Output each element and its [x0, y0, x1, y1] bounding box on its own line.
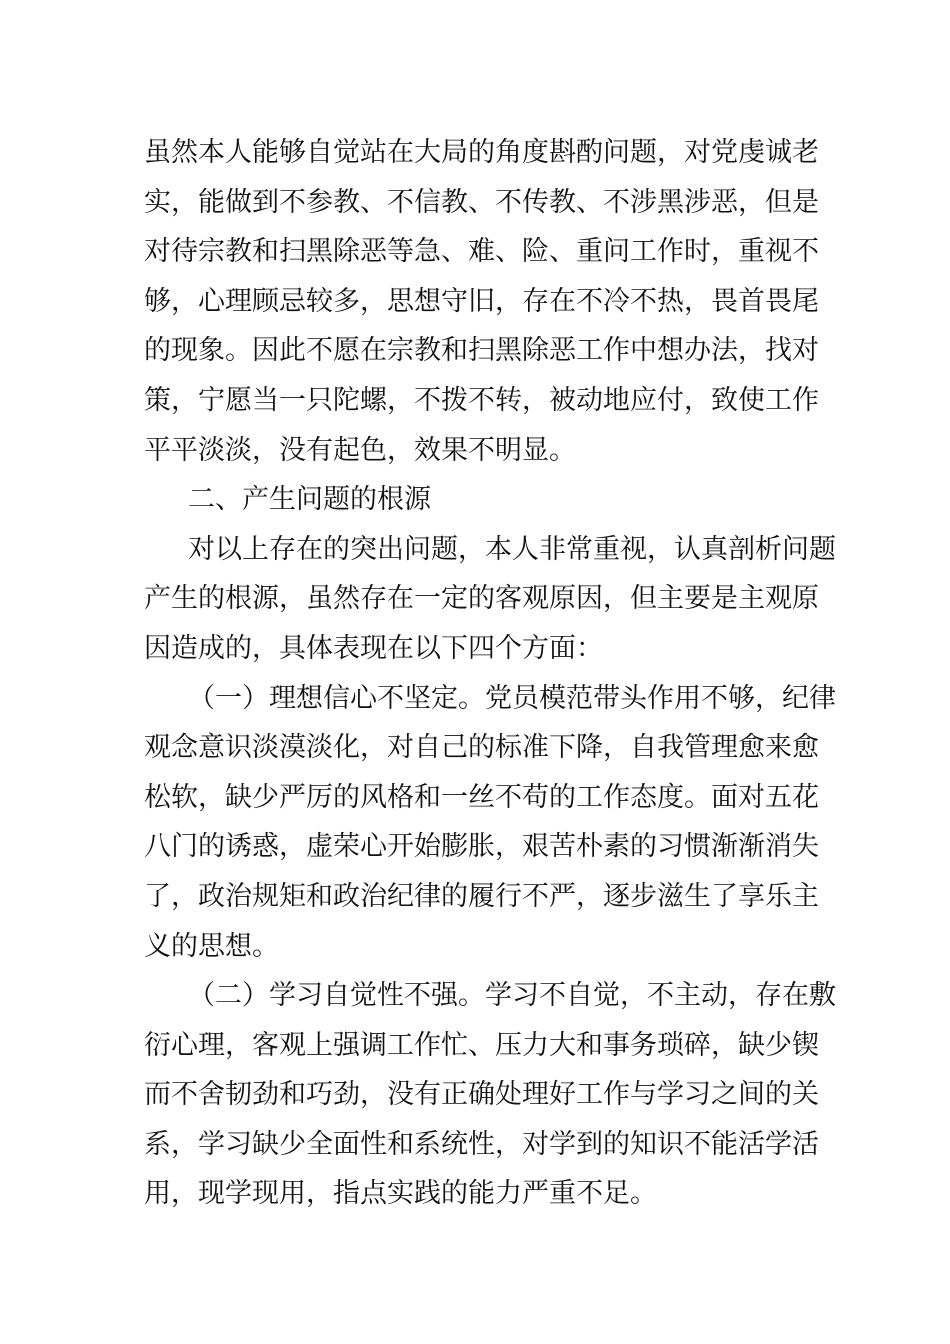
text-line: 产生的根源，虽然存在一定的客观原因，但主要是主观原	[144, 583, 819, 615]
section-heading: 二、产生问题的根源	[188, 484, 431, 516]
text-line: 用，现学现用，指点实践的能力严重不足。	[144, 1178, 657, 1210]
document-body	[144, 128, 836, 1219]
text-line: 观念意识淡漠淡化，对自己的标准下降，自我管理愈来愈	[144, 732, 819, 764]
text-line: 八门的诱惑，虚荣心开始膨胀，艰苦朴素的习惯渐渐消失	[144, 831, 819, 863]
text-line: 虽然本人能够自觉站在大局的角度斟酌问题，对党虔诚老	[144, 137, 819, 168]
text-line: 了，政治规矩和政治纪律的履行不严，逐步滋生了享乐主	[144, 880, 819, 912]
text-line: （二）学习自觉性不强。学习不自觉，不主动，存在敷	[188, 980, 836, 1012]
text-line: 的现象。因此不愿在宗教和扫黑除恶工作中想办法，找对	[144, 335, 819, 367]
paragraph-1	[144, 128, 819, 475]
text-line: （一）理想信心不坚定。党员模范带头作用不够，纪律	[188, 682, 836, 714]
text-line: 衍心理，客观上强调工作忙、压力大和事务琐碎，缺少锲	[144, 1029, 819, 1061]
text-line: 够，心理顾忌较多，思想守旧，存在不冷不热，畏首畏尾	[144, 285, 819, 317]
text-line: 松软，缺少严厉的风格和一丝不苟的工作态度。面对五花	[144, 781, 819, 813]
text-line: 平平淡淡，没有起色，效果不明显。	[144, 434, 576, 466]
text-line: 因造成的，具体表现在以下四个方面：	[144, 632, 603, 664]
text-line: 对以上存在的突出问题，本人非常重视，认真剖析问题	[188, 533, 836, 565]
text-line: 对待宗教和扫黑除恶等急、难、险、重问工作时，重视不	[144, 236, 819, 268]
text-line: 实，能做到不参教、不信教、不传教、不涉黑涉恶，但是	[144, 186, 819, 218]
text-line: 而不舍韧劲和巧劲，没有正确处理好工作与学习之间的关	[144, 1079, 819, 1111]
paragraph-3	[144, 674, 836, 972]
text-line: 策，宁愿当一只陀螺，不拨不转，被动地应付，致使工作	[144, 384, 819, 416]
text-line: 系，学习缺少全面性和系统性，对学到的知识不能活学活	[144, 1128, 819, 1160]
text-line: 义的思想。	[144, 930, 279, 962]
paragraph-2	[144, 525, 836, 674]
paragraph-4	[144, 971, 836, 1219]
